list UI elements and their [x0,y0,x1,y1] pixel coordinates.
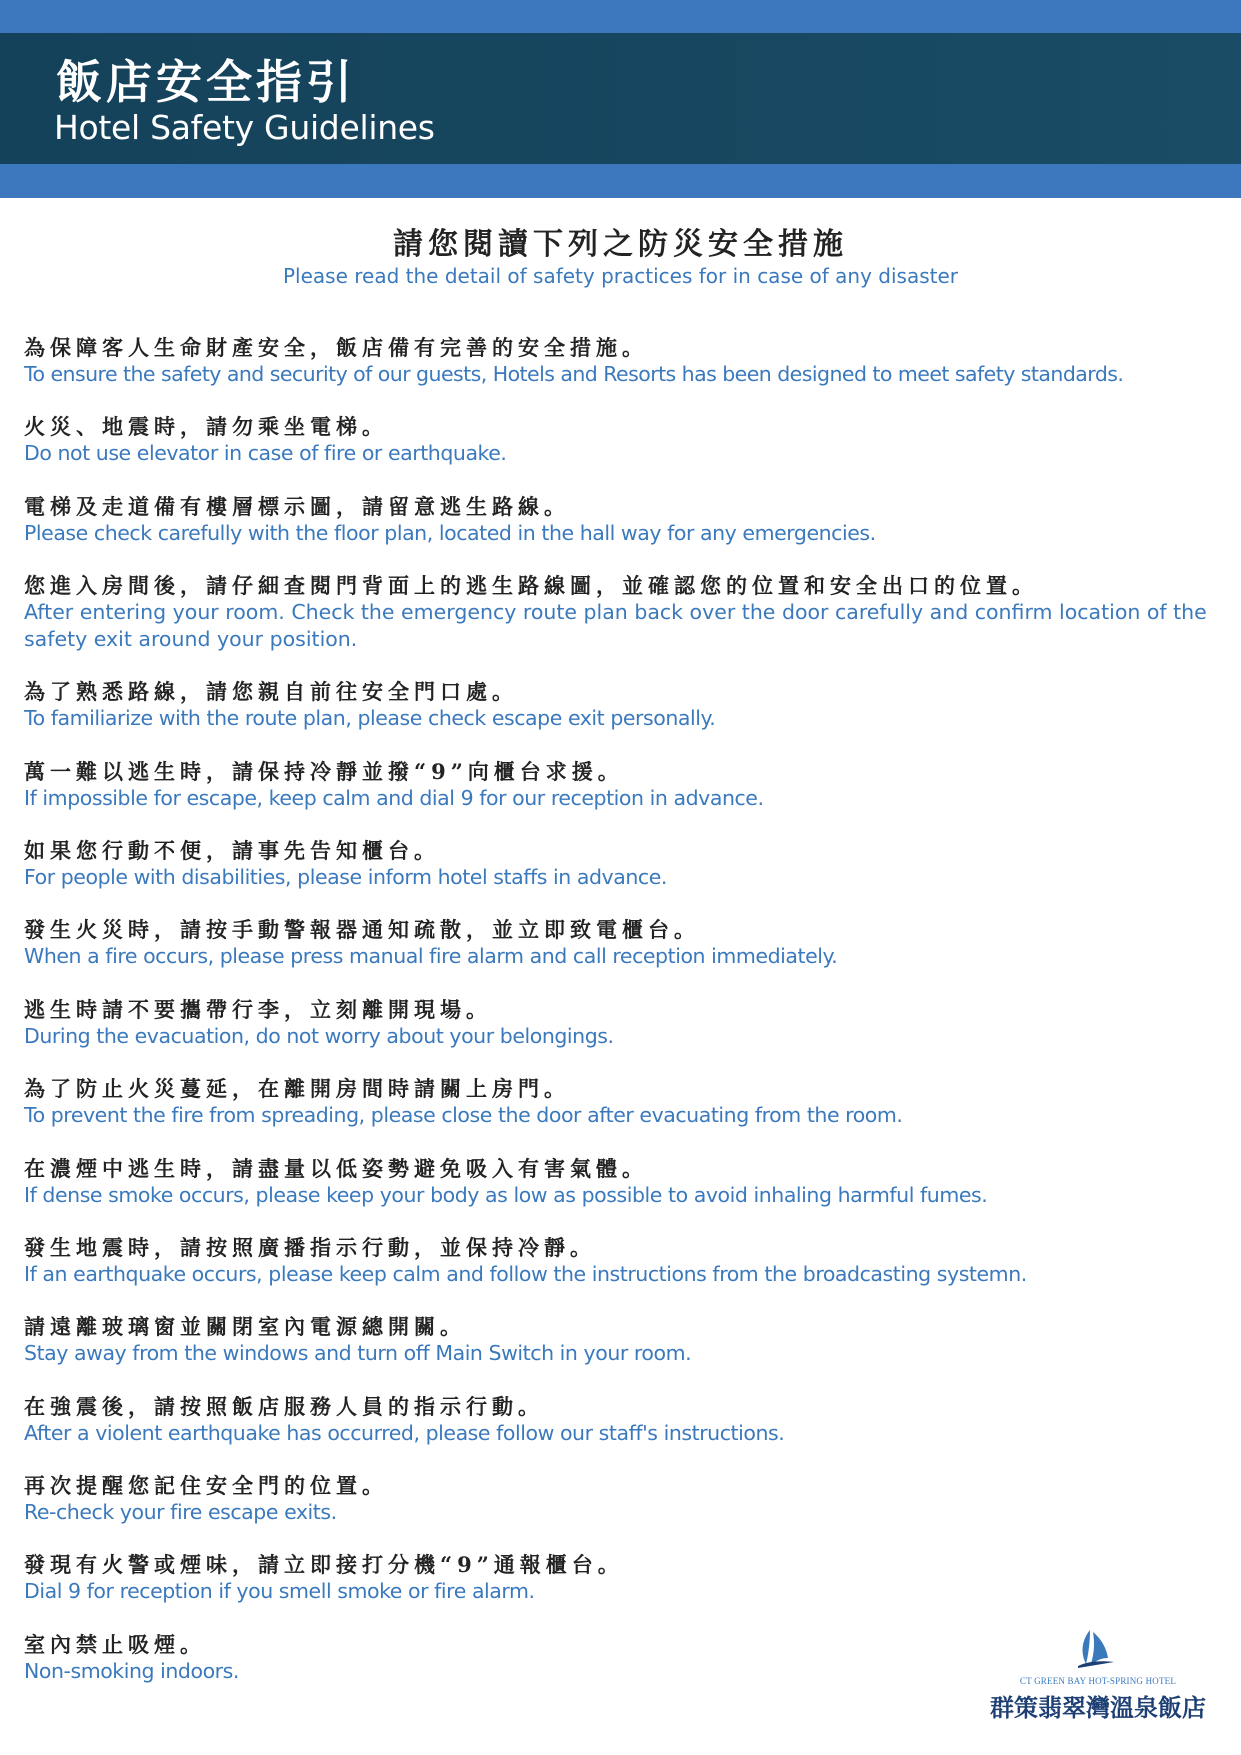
guideline-item [24,1075,1224,1154]
guideline-en: Please check carefully with the floor plan, located in the hall way for any emergencies. [24,520,876,545]
guideline-item [24,1313,1224,1392]
guideline-item [24,1393,1224,1472]
guideline-list [24,334,1224,1710]
guideline-en: To ensure the safety and security of our guests, Hotels and Resorts has been designed to meet safety standards. [24,362,1124,386]
guideline-item [24,837,1224,916]
guideline-zh: 室內禁止吸煙。 [24,1631,206,1657]
guideline-item [24,916,1224,995]
logo-text-zh: 群策翡翠灣溫泉飯店 [990,1693,1206,1722]
hotel-logo [982,1628,1214,1723]
guideline-zh: 請遠離玻璃窗並關閉室內電源總開關。 [24,1314,466,1340]
guideline-en: For people with disabilities, please inform hotel staffs in advance. [24,864,667,889]
guideline-zh: 火災、地震時，請勿乘坐電梯。 [24,414,388,440]
guideline-en: When a fire occurs, please press manual fire alarm and call reception immediately. [24,944,838,969]
guideline-zh: 發現有火警或煙味，請立即接打分機“9”通報櫃台。 [24,1552,624,1578]
guideline-zh: 為保障客人生命財產安全，飯店備有完善的安全措施。 [24,335,648,360]
guideline-en: Dial 9 for reception if you smell smoke or fire alarm. [24,1579,535,1604]
guideline-zh: 電梯及走道備有樓層標示圖，請留意逃生路線。 [24,493,570,519]
guideline-en: To familiarize with the route plan, please check escape exit personally. [24,706,716,731]
guideline-en: After entering your room. Check the emergency route plan back over the door carefully and confirm location of the safety exit around your position. [24,600,1207,652]
guideline-item [24,1234,1224,1313]
intro-heading-en: Please read the detail of safety practices for in case of any disaster [283,264,958,288]
guideline-zh: 為了熟悉路線，請您親自前往安全門口處。 [24,679,518,705]
guideline-item [24,996,1224,1075]
page-title-en: Hotel Safety Guidelines [54,108,435,147]
guideline-en: If dense smoke occurs, please keep your body as low as possible to avoid inhaling harmful fumes. [24,1182,988,1207]
guideline-item [24,572,1224,678]
guideline-en: Re-check your fire escape exits. [24,1500,337,1525]
logo-text-en: CT GREEN BAY HOT-SPRING HOTEL [1019,1676,1177,1686]
guideline-zh: 逃生時請不要攜帶行李，立刻離開現場。 [24,996,492,1022]
guideline-item [24,1551,1224,1630]
guideline-zh: 發生火災時，請按手動警報器通知疏散，並立即致電櫃台。 [24,917,700,943]
intro-heading-zh: 請您閱讀下列之防災安全措施 [393,227,848,262]
guideline-en: Non-smoking indoors. [24,1658,239,1683]
guideline-item [24,413,1224,492]
guideline-en: If impossible for escape, keep calm and dial 9 for our reception in advance. [24,785,764,810]
guideline-en: Stay away from the windows and turn off Main Switch in your room. [24,1341,692,1366]
guideline-zh: 再次提醒您記住安全門的位置。 [24,1473,388,1499]
guideline-item [24,493,1224,572]
guideline-en: If an earthquake occurs, please keep calm and follow the instructions from the broadcasting systemn. [24,1261,1027,1286]
guideline-zh: 您進入房間後，請仔細查閱門背面上的逃生路線圖，並確認您的位置和安全出口的位置。 [24,573,1038,599]
guideline-item [24,334,1224,413]
guideline-zh: 在濃煙中逃生時，請盡量以低姿勢避免吸入有害氣體。 [24,1155,648,1181]
guideline-zh: 在強震後，請按照飯店服務人員的指示行動。 [24,1393,544,1419]
guideline-zh: 萬一難以逃生時，請保持冷靜並撥“9”向櫃台求援。 [24,758,624,784]
guideline-en: During the evacuation, do not worry about your belongings. [24,1023,614,1048]
guideline-en: Do not use elevator in case of fire or earthquake. [24,441,507,466]
sail-icon [1072,1628,1116,1670]
header-bar [0,0,1241,198]
guideline-en: To prevent the fire from spreading, please close the door after evacuating from the room. [24,1103,903,1128]
header-title-band [0,33,1241,164]
guideline-en: After a violent earthquake has occurred, please follow our staff's instructions. [24,1420,785,1445]
guideline-item [24,1472,1224,1551]
page-title-zh: 飯店安全指引 [56,55,356,109]
guideline-item [24,678,1224,757]
guideline-item [24,1155,1224,1234]
guideline-zh: 發生地震時，請按照廣播指示行動，並保持冷靜。 [24,1234,596,1260]
guideline-item [24,758,1224,837]
guideline-zh: 為了防止火災蔓延，在離開房間時請關上房門。 [24,1076,570,1102]
guideline-zh: 如果您行動不便，請事先告知櫃台。 [24,837,440,863]
